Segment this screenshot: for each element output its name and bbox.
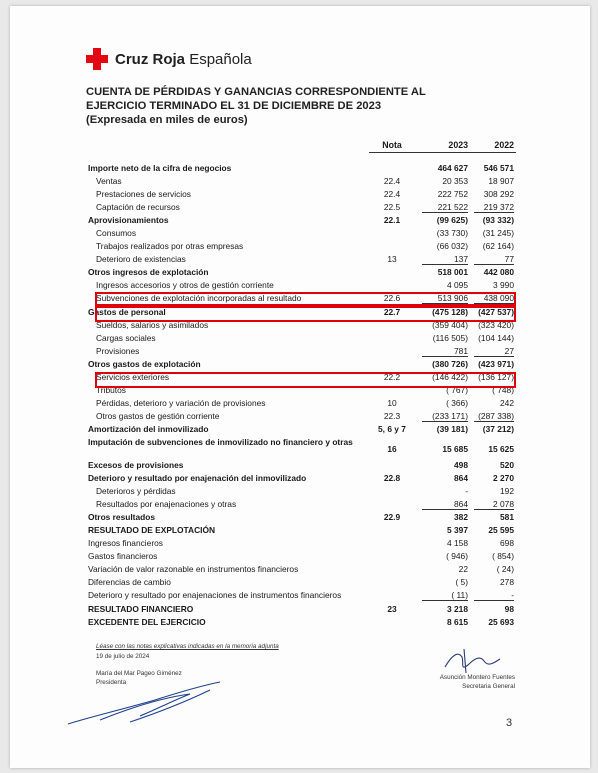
signer-1-role: Presidenta — [96, 679, 127, 686]
row-value-2023: (380 726) — [432, 358, 468, 369]
row-value-2022: ( 854) — [492, 551, 514, 562]
title-line-2: EJERCICIO TERMINADO EL 31 DE DICIEMBRE DE 2023 — [86, 100, 382, 112]
row-value-2023: (233 171) — [416, 410, 468, 423]
table-row — [86, 459, 516, 472]
col-header-2022: 2022 — [494, 140, 514, 150]
row-label: Ingresos accesorios y otros de gestión corriente — [96, 280, 274, 291]
row-value-2023: 864 — [454, 473, 468, 484]
row-value-2023: (39 181) — [436, 423, 468, 434]
table-row — [86, 332, 516, 345]
title-line-1: CUENTA DE PÉRDIDAS Y GANANCIAS CORRESPONDIENTE AL — [86, 86, 426, 98]
table-row — [86, 253, 516, 266]
table-row — [86, 485, 516, 498]
table-row — [86, 214, 516, 227]
row-value-2022: 27 — [470, 345, 514, 358]
row-value-2022: 25 693 — [488, 616, 514, 627]
row-value-2022: (37 212) — [482, 423, 514, 434]
row-value-2023: (146 422) — [432, 371, 468, 382]
row-value-2022: (323 420) — [478, 319, 514, 330]
row-value-2022: 278 — [500, 577, 514, 588]
row-nota: 22.3 — [383, 410, 401, 421]
footnote: Léase con las notas explicativas indicadas en la memoria adjunta — [96, 643, 279, 650]
row-value-2023: ( 366) — [446, 397, 468, 408]
page-number: 3 — [506, 717, 513, 729]
row-label: Cargas sociales — [96, 332, 156, 343]
row-value-2023: 22 — [458, 564, 468, 575]
table-row — [86, 472, 516, 485]
row-value-2022: 698 — [500, 538, 514, 549]
row-label: Ingresos financieros — [88, 538, 163, 549]
row-label: Consumos — [96, 228, 137, 239]
highlight-box-subvenciones — [95, 292, 516, 306]
row-label: EXCEDENTE DEL EJERCICIO — [88, 616, 206, 627]
header-rule — [369, 152, 516, 153]
row-value-2022: ( 748) — [492, 384, 514, 395]
row-value-2023: 518 001 — [437, 267, 468, 278]
row-value-2022: 520 — [500, 459, 514, 470]
row-label: Subvenciones de explotación incorporadas al resultado — [96, 293, 302, 304]
row-value-2022: (62 164) — [482, 241, 514, 252]
table-row — [86, 279, 516, 292]
row-value-2023: 5 397 — [447, 525, 468, 536]
row-value-2022: - — [470, 589, 514, 602]
row-value-2023: (66 032) — [436, 241, 468, 252]
table-row — [86, 498, 516, 511]
table-row — [86, 524, 516, 537]
cruz-roja-logo — [86, 48, 252, 70]
row-label: Pérdidas, deterioro y variación de provisiones — [96, 397, 266, 408]
row-label: Prestaciones de servicios — [96, 189, 191, 200]
row-label: Otros ingresos de explotación — [88, 267, 209, 278]
row-value-2023: 20 353 — [442, 176, 468, 187]
row-label: RESULTADO DE EXPLOTACIÓN — [88, 525, 216, 536]
signing-date: 19 de julio de 2024 — [96, 653, 150, 660]
table-body — [86, 162, 516, 629]
signature-2 — [440, 645, 510, 677]
row-value-2023: (475 128) — [432, 306, 468, 317]
table-row — [86, 345, 516, 358]
row-nota: 22.6 — [383, 293, 401, 304]
row-value-2023: 498 — [454, 459, 468, 470]
row-nota: 22.5 — [383, 202, 401, 213]
row-value-2022: (287 338) — [470, 410, 514, 423]
row-value-2022: (423 971) — [478, 358, 514, 369]
table-row — [86, 511, 516, 524]
row-value-2023: 137 — [416, 253, 468, 266]
row-value-2022: 2 078 — [470, 498, 514, 511]
table-row — [86, 537, 516, 550]
row-nota: 22.2 — [383, 371, 401, 382]
row-label: Excesos de provisiones — [88, 459, 184, 470]
row-value-2023: 781 — [416, 345, 468, 358]
row-label: Trabajos realizados por otras empresas — [96, 241, 244, 252]
row-value-2023: (33 730) — [436, 228, 468, 239]
table-row — [86, 188, 516, 201]
row-label: RESULTADO FINANCIERO — [88, 603, 194, 614]
row-value-2022: 25 595 — [488, 525, 514, 536]
row-label: Sueldos, salarios y asimilados — [96, 319, 209, 330]
red-cross-icon — [86, 48, 108, 70]
row-label: Otros gastos de explotación — [88, 358, 201, 369]
row-label: Variación de valor razonable en instrumentos financieros — [88, 564, 299, 575]
row-value-2022: (31 245) — [482, 228, 514, 239]
row-value-2022: ( 24) — [496, 564, 514, 575]
row-value-2022: (93 332) — [482, 215, 514, 226]
row-value-2023: 864 — [416, 498, 468, 511]
table-row — [86, 616, 516, 629]
signer-1-name: María del Mar Pageo Giménez — [96, 670, 182, 677]
row-value-2023: (116 505) — [432, 332, 468, 343]
row-value-2023: 464 627 — [437, 163, 468, 173]
col-header-2023: 2023 — [448, 140, 468, 150]
row-value-2023: 4 095 — [447, 280, 468, 291]
row-label: Diferencias de cambio — [88, 577, 171, 588]
row-nota: 10 — [387, 397, 397, 408]
row-label: Amortización del inmovilizado — [88, 423, 209, 434]
row-value-2022: 442 080 — [483, 267, 514, 278]
row-value-2022: 308 292 — [483, 189, 514, 200]
row-value-2022: 2 270 — [493, 473, 514, 484]
table-row — [86, 358, 516, 371]
table-row — [86, 589, 516, 602]
row-value-2022: 192 — [500, 486, 514, 497]
row-value-2023: 382 — [454, 512, 468, 523]
row-value-2023: 15 685 — [442, 443, 468, 454]
row-value-2023: 222 752 — [437, 189, 468, 200]
row-label: Aprovisionamientos — [88, 215, 169, 226]
row-label: Deterioro y resultado por enajenación del inmovilizado — [88, 473, 307, 484]
row-label: Otros resultados — [88, 512, 156, 523]
row-value-2022: 77 — [470, 253, 514, 266]
row-value-2022: 18 907 — [488, 176, 514, 187]
row-label: Gastos de personal — [88, 306, 166, 317]
row-value-2023: ( 5) — [455, 577, 468, 588]
row-value-2022: 15 625 — [488, 443, 514, 454]
row-value-2023: - — [465, 486, 468, 497]
row-value-2023: ( 767) — [446, 384, 468, 395]
table-row — [86, 175, 516, 188]
table-row — [86, 266, 516, 279]
row-value-2022: (136 127) — [478, 371, 514, 382]
row-value-2022: 3 990 — [493, 280, 514, 291]
row-value-2022: (104 144) — [478, 332, 514, 343]
row-label: Otros gastos de gestión corriente — [96, 410, 220, 421]
table-row — [86, 397, 516, 410]
highlight-box-servicios-exteriores — [95, 372, 516, 388]
row-value-2022: 581 — [500, 512, 514, 523]
row-value-2023: 3 218 — [447, 603, 468, 614]
row-value-2023: 4 158 — [447, 538, 468, 549]
table-row — [86, 436, 516, 459]
table-row — [86, 201, 516, 214]
row-nota: 16 — [387, 443, 397, 454]
row-value-2022: 98 — [504, 603, 514, 614]
row-label: Importe neto de la cifra de negocios — [88, 163, 232, 173]
table-row — [86, 162, 516, 175]
col-header-nota: Nota — [382, 140, 402, 150]
table-header — [86, 140, 516, 154]
row-nota: 22.8 — [383, 473, 401, 484]
row-label: Tributos — [96, 384, 126, 395]
row-nota: 22.7 — [383, 306, 401, 317]
row-nota: 5, 6 y 7 — [378, 423, 406, 434]
table-row — [86, 563, 516, 576]
row-label: Servicios exteriores — [96, 371, 170, 382]
row-nota: 22.4 — [383, 189, 401, 200]
row-value-2023: 8 615 — [447, 616, 468, 627]
row-nota: 23 — [387, 603, 397, 614]
row-value-2022: (427 537) — [478, 306, 514, 317]
table-row — [86, 410, 516, 423]
row-nota: 22.4 — [383, 176, 401, 187]
document-title — [86, 85, 516, 127]
row-value-2023: (359 404) — [432, 319, 468, 330]
row-value-2023: ( 11) — [416, 589, 468, 602]
table-row — [86, 576, 516, 589]
row-nota: 13 — [387, 254, 397, 265]
row-label: Provisiones — [96, 345, 140, 356]
row-label: Resultados por enajenaciones y otras — [96, 499, 237, 510]
row-label: Imputación de subvenciones de inmovilizado no financiero y otras — [88, 436, 353, 447]
table-row — [86, 240, 516, 253]
row-value-2022: 219 372 — [470, 201, 514, 214]
row-label: Deterioros y pérdidas — [96, 486, 176, 497]
table-row — [86, 603, 516, 616]
row-value-2022: 438 090 — [470, 292, 514, 305]
row-label: Deterioro de existencias — [96, 254, 186, 265]
signer-2-role: Secretaria General — [462, 683, 515, 690]
brand-name: Cruz Roja Española — [115, 50, 252, 68]
row-nota: 22.9 — [383, 512, 401, 523]
row-value-2023: 513 906 — [416, 292, 468, 305]
row-label: Gastos financieros — [88, 551, 158, 562]
row-label: Ventas — [96, 176, 122, 187]
table-row — [86, 423, 516, 436]
row-label: Deterioro y resultado por enajenaciones de instrumentos financieros — [88, 590, 342, 601]
table-row — [86, 227, 516, 240]
row-value-2022: 546 571 — [483, 163, 514, 173]
title-line-3: (Expresada en miles de euros) — [86, 114, 248, 126]
row-value-2023: 221 522 — [416, 201, 468, 214]
table-row — [86, 550, 516, 563]
highlight-box-gastos-personal — [95, 306, 516, 322]
signature-1 — [60, 672, 230, 732]
row-nota: 22.1 — [383, 215, 401, 226]
row-value-2023: (99 625) — [436, 215, 468, 226]
row-label: Captación de recursos — [96, 202, 180, 213]
row-value-2022: 242 — [500, 397, 514, 408]
signer-2-name: Asunción Montero Fuentes — [439, 674, 515, 681]
row-value-2023: ( 946) — [446, 551, 468, 562]
